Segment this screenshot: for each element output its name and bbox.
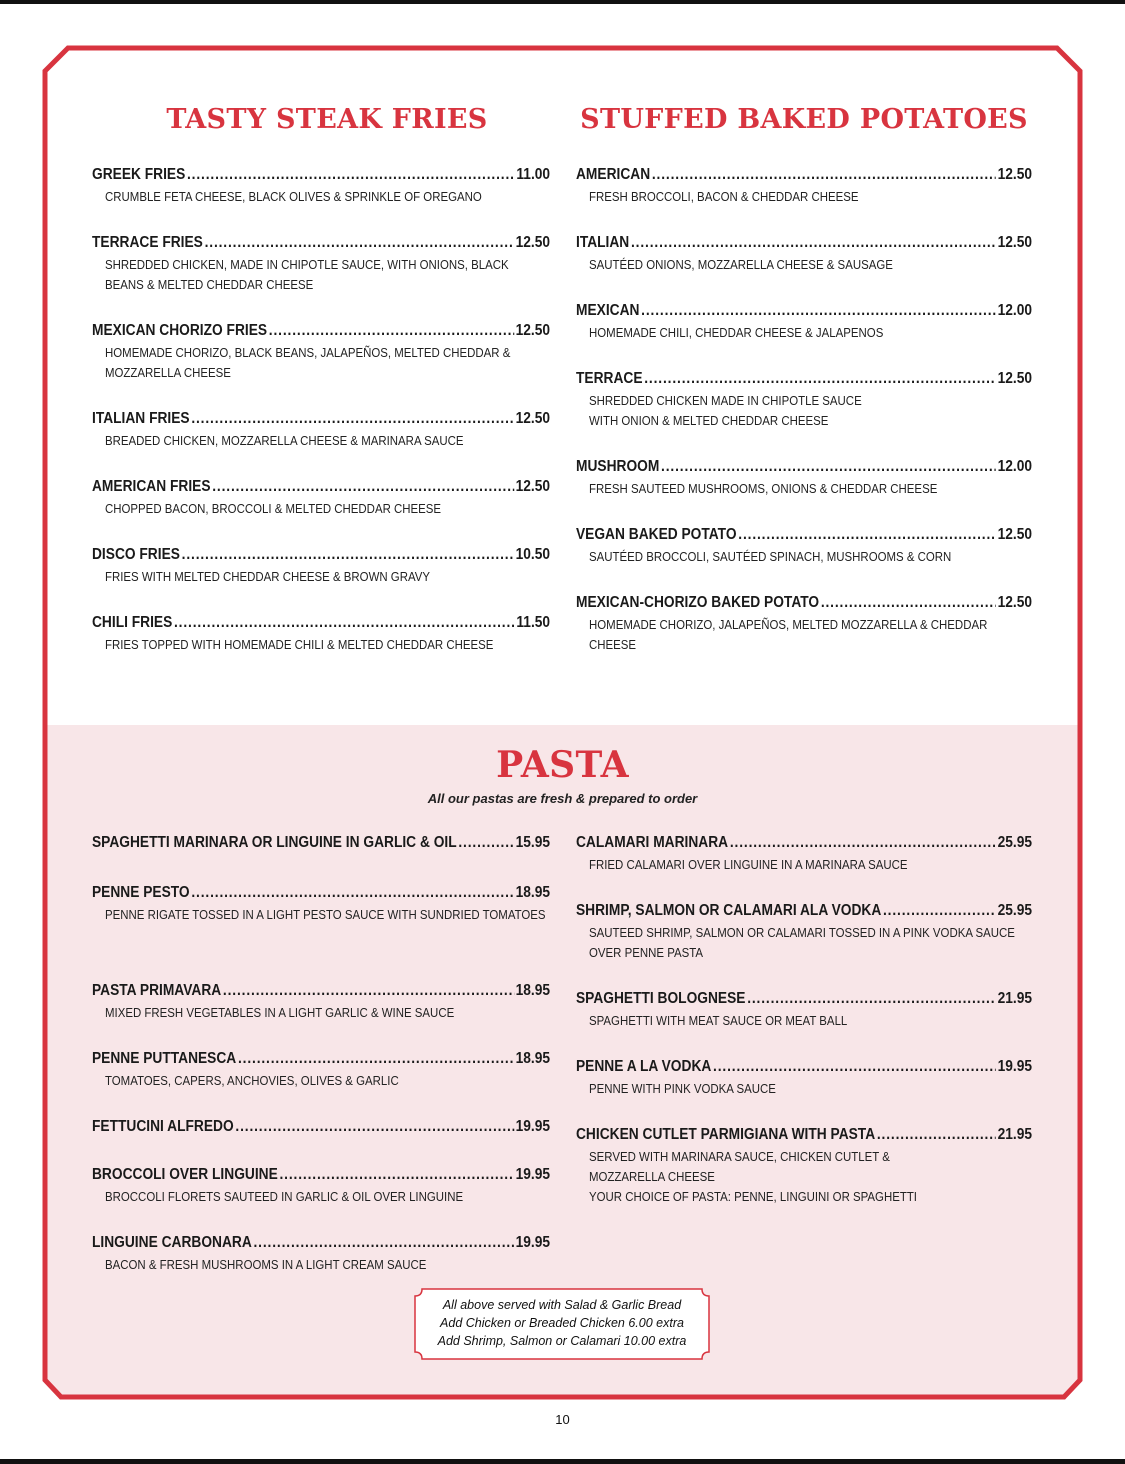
dot-leader: [279, 1166, 513, 1184]
dot-leader: [223, 982, 514, 1000]
notice-line: All above served with Salad & Garlic Bread: [442, 1298, 682, 1312]
item-description: SAUTÉED ONIONS, MOZZARELLA CHEESE & SAUSAGE: [589, 257, 893, 272]
item-description: PENNE WITH PINK VODKA SAUCE: [589, 1081, 776, 1096]
item-description: SAUTÉED BROCCOLI, SAUTÉED SPINACH, MUSHROOMS & CORN: [589, 549, 952, 564]
item-description: HOMEMADE CHORIZO, BLACK BEANS, JALAPEÑOS, MELTED CHEDDAR & MOZZARELLA CHEESE: [105, 345, 511, 380]
dot-leader: [641, 302, 996, 320]
item-name: CALAMARI MARINARA: [576, 834, 729, 851]
menu-item: [92, 614, 550, 682]
menu-item: [92, 982, 550, 1050]
menu-item: [576, 1126, 1032, 1216]
dot-leader: [883, 902, 996, 920]
potatoes-section-title: STUFFED BAKED POTATOES: [580, 104, 1028, 135]
item-price: 12.00: [997, 302, 1033, 319]
potatoes-list: [576, 166, 1032, 662]
item-price: 12.50: [997, 594, 1033, 611]
menu-item: [92, 1166, 550, 1234]
menu-item: [576, 990, 1032, 1058]
pasta-list-left: [92, 834, 550, 1302]
item-name: PASTA PRIMAVARA: [92, 982, 222, 999]
item-name: SPAGHETTI MARINARA OR LINGUINE IN GARLIC & OIL: [92, 834, 457, 851]
item-description: [589, 1147, 1030, 1207]
menu-item: [576, 302, 1032, 370]
item-description: FRIES TOPPED WITH HOMEMADE CHILI & MELTED CHEDDAR CHEESE: [105, 637, 494, 652]
item-name: MEXICAN: [576, 302, 640, 319]
menu-item: [92, 322, 550, 410]
item-name: BROCCOLI OVER LINGUINE: [92, 1166, 278, 1183]
menu-item: [92, 884, 550, 982]
item-name: ITALIAN FRIES: [92, 410, 190, 427]
fries-list: [92, 166, 550, 682]
menu-item: [576, 166, 1032, 234]
item-price: 12.00: [997, 458, 1033, 475]
item-description-line: MOZZARELLA CHEESE: [589, 1169, 715, 1184]
item-name: MEXICAN-CHORIZO BAKED POTATO: [576, 594, 820, 611]
item-description: FRIES WITH MELTED CHEDDAR CHEESE & BROWN GRAVY: [105, 569, 431, 584]
item-description: MIXED FRESH VEGETABLES IN A LIGHT GARLIC & WINE SAUCE: [105, 1005, 455, 1020]
item-price: 10.50: [515, 546, 551, 563]
item-description: [589, 391, 1030, 431]
menu-item: [576, 902, 1032, 990]
item-name: CHILI FRIES: [92, 614, 173, 631]
dot-leader: [877, 1126, 996, 1144]
menu-item: [92, 834, 550, 884]
pasta-subtitle: All our pastas are fresh & prepared to order: [427, 791, 698, 806]
menu-item: [92, 1050, 550, 1118]
item-price: 25.95: [997, 902, 1033, 919]
item-price: 12.50: [997, 370, 1033, 387]
dot-leader: [747, 990, 996, 1008]
menu-item: [92, 234, 550, 322]
item-price: 11.50: [516, 614, 551, 631]
item-name: CHICKEN CUTLET PARMIGIANA WITH PASTA: [576, 1126, 876, 1143]
item-name: MEXICAN CHORIZO FRIES: [92, 322, 268, 339]
item-price: 18.95: [515, 982, 551, 999]
item-name: DISCO FRIES: [92, 546, 180, 563]
menu-item: [576, 1058, 1032, 1126]
menu-item: [576, 458, 1032, 526]
menu-item: [576, 526, 1032, 594]
pasta-notice-box: [414, 1288, 710, 1360]
dot-leader: [187, 166, 515, 184]
item-description: BACON & FRESH MUSHROOMS IN A LIGHT CREAM SAUCE: [105, 1257, 427, 1272]
dot-leader: [191, 884, 514, 902]
item-name: PENNE PUTTANESCA: [92, 1050, 237, 1067]
item-description: TOMATOES, CAPERS, ANCHOVIES, OLIVES & GARLIC: [105, 1073, 399, 1088]
menu-item: [92, 1118, 550, 1166]
item-description-line: WITH ONION & MELTED CHEDDAR CHEESE: [589, 413, 829, 428]
item-price: 12.50: [515, 478, 551, 495]
item-description: FRESH SAUTEED MUSHROOMS, ONIONS & CHEDDAR CHEESE: [589, 481, 938, 496]
item-price: 12.50: [997, 526, 1033, 543]
dot-leader: [713, 1058, 996, 1076]
dot-leader: [631, 234, 996, 252]
item-price: 21.95: [997, 1126, 1033, 1143]
dot-leader: [738, 526, 996, 544]
pasta-list-right: [576, 834, 1032, 1216]
item-description: SPAGHETTI WITH MEAT SAUCE OR MEAT BALL: [589, 1013, 848, 1028]
item-description: CRUMBLE FETA CHEESE, BLACK OLIVES & SPRINKLE OF OREGANO: [105, 189, 482, 204]
item-name: PENNE A LA VODKA: [576, 1058, 712, 1075]
item-price: 12.50: [997, 234, 1033, 251]
item-name: PENNE PESTO: [92, 884, 190, 901]
item-description: FRESH BROCCOLI, BACON & CHEDDAR CHEESE: [589, 189, 859, 204]
item-description: HOMEMADE CHORIZO, JALAPEÑOS, MELTED MOZZARELLA & CHEDDAR CHEESE: [589, 617, 988, 652]
dot-leader: [212, 478, 514, 496]
menu-item: [92, 478, 550, 546]
page-number: 10: [555, 1412, 570, 1427]
dot-leader: [205, 234, 514, 252]
menu-item: [92, 410, 550, 478]
dot-leader: [235, 1118, 514, 1136]
dot-leader: [238, 1050, 514, 1068]
item-description: PENNE RIGATE TOSSED IN A LIGHT PESTO SAUCE WITH SUNDRIED TOMATOES: [105, 907, 546, 922]
item-price: 19.95: [515, 1166, 551, 1183]
item-price: 18.95: [515, 1050, 551, 1067]
item-price: 12.50: [515, 234, 551, 251]
item-name: TERRACE FRIES: [92, 234, 203, 251]
dot-leader: [661, 458, 996, 476]
fries-section-title: TASTY STEAK FRIES: [166, 104, 488, 135]
item-price: 21.95: [997, 990, 1033, 1007]
item-name: SPAGHETTI BOLOGNESE: [576, 990, 746, 1007]
dot-leader: [174, 614, 515, 632]
dot-leader: [730, 834, 996, 852]
menu-item: [576, 834, 1032, 902]
item-name: GREEK FRIES: [92, 166, 186, 183]
item-price: 18.95: [515, 884, 551, 901]
menu-item: [92, 546, 550, 614]
item-description: HOMEMADE CHILI, CHEDDAR CHEESE & JALAPENOS: [589, 325, 884, 340]
item-name: ITALIAN: [576, 234, 630, 251]
notice-line: Add Chicken or Breaded Chicken 6.00 extra: [440, 1316, 684, 1330]
dot-leader: [253, 1234, 513, 1252]
item-price: 19.95: [515, 1118, 551, 1135]
pasta-section-title: PASTA: [496, 744, 629, 786]
item-price: 19.95: [997, 1058, 1033, 1075]
bottom-edge-bar: [0, 1459, 1125, 1464]
dot-leader: [644, 370, 996, 388]
dot-leader: [182, 546, 514, 564]
dot-leader: [652, 166, 996, 184]
item-description: SAUTEED SHRIMP, SALMON OR CALAMARI TOSSED IN A PINK VODKA SAUCE OVER PENNE PASTA: [589, 925, 1015, 960]
item-description: BROCCOLI FLORETS SAUTEED IN GARLIC & OIL OVER LINGUINE: [105, 1189, 464, 1204]
item-description: SHREDDED CHICKEN, MADE IN CHIPOTLE SAUCE, WITH ONIONS, BLACK BEANS & MELTED CHEDDAR CHEESE: [105, 257, 509, 292]
item-name: MUSHROOM: [576, 458, 660, 475]
item-name: AMERICAN FRIES: [92, 478, 211, 495]
item-name: LINGUINE CARBONARA: [92, 1234, 252, 1251]
item-name: VEGAN BAKED POTATO: [576, 526, 737, 543]
item-price: 11.00: [516, 166, 551, 183]
item-price: 15.95: [515, 834, 551, 851]
dot-leader: [458, 834, 514, 852]
menu-item: [576, 234, 1032, 302]
item-price: 12.50: [997, 166, 1033, 183]
item-description-line: YOUR CHOICE OF PASTA: PENNE, LINGUINI OR SPAGHETTI: [589, 1189, 917, 1204]
menu-item: [92, 166, 550, 234]
item-description: CHOPPED BACON, BROCCOLI & MELTED CHEDDAR CHEESE: [105, 501, 442, 516]
item-description: FRIED CALAMARI OVER LINGUINE IN A MARINARA SAUCE: [589, 857, 908, 872]
item-name: SHRIMP, SALMON OR CALAMARI ALA VODKA: [576, 902, 882, 919]
notice-line: Add Shrimp, Salmon or Calamari 10.00 extra: [437, 1334, 687, 1348]
item-name: AMERICAN: [576, 166, 651, 183]
menu-item: [576, 370, 1032, 458]
item-name: FETTUCINI ALFREDO: [92, 1118, 234, 1135]
item-price: 12.50: [515, 322, 551, 339]
dot-leader: [269, 322, 514, 340]
item-description: BREADED CHICKEN, MOZZARELLA CHEESE & MARINARA SAUCE: [105, 433, 464, 448]
item-price: 25.95: [997, 834, 1033, 851]
item-description-line: SERVED WITH MARINARA SAUCE, CHICKEN CUTLET &: [589, 1149, 890, 1164]
item-name: TERRACE: [576, 370, 643, 387]
dot-leader: [191, 410, 514, 428]
item-description-line: SHREDDED CHICKEN MADE IN CHIPOTLE SAUCE: [589, 393, 862, 408]
item-price: 12.50: [515, 410, 551, 427]
dot-leader: [821, 594, 996, 612]
item-price: 19.95: [515, 1234, 551, 1251]
menu-item: [576, 594, 1032, 662]
